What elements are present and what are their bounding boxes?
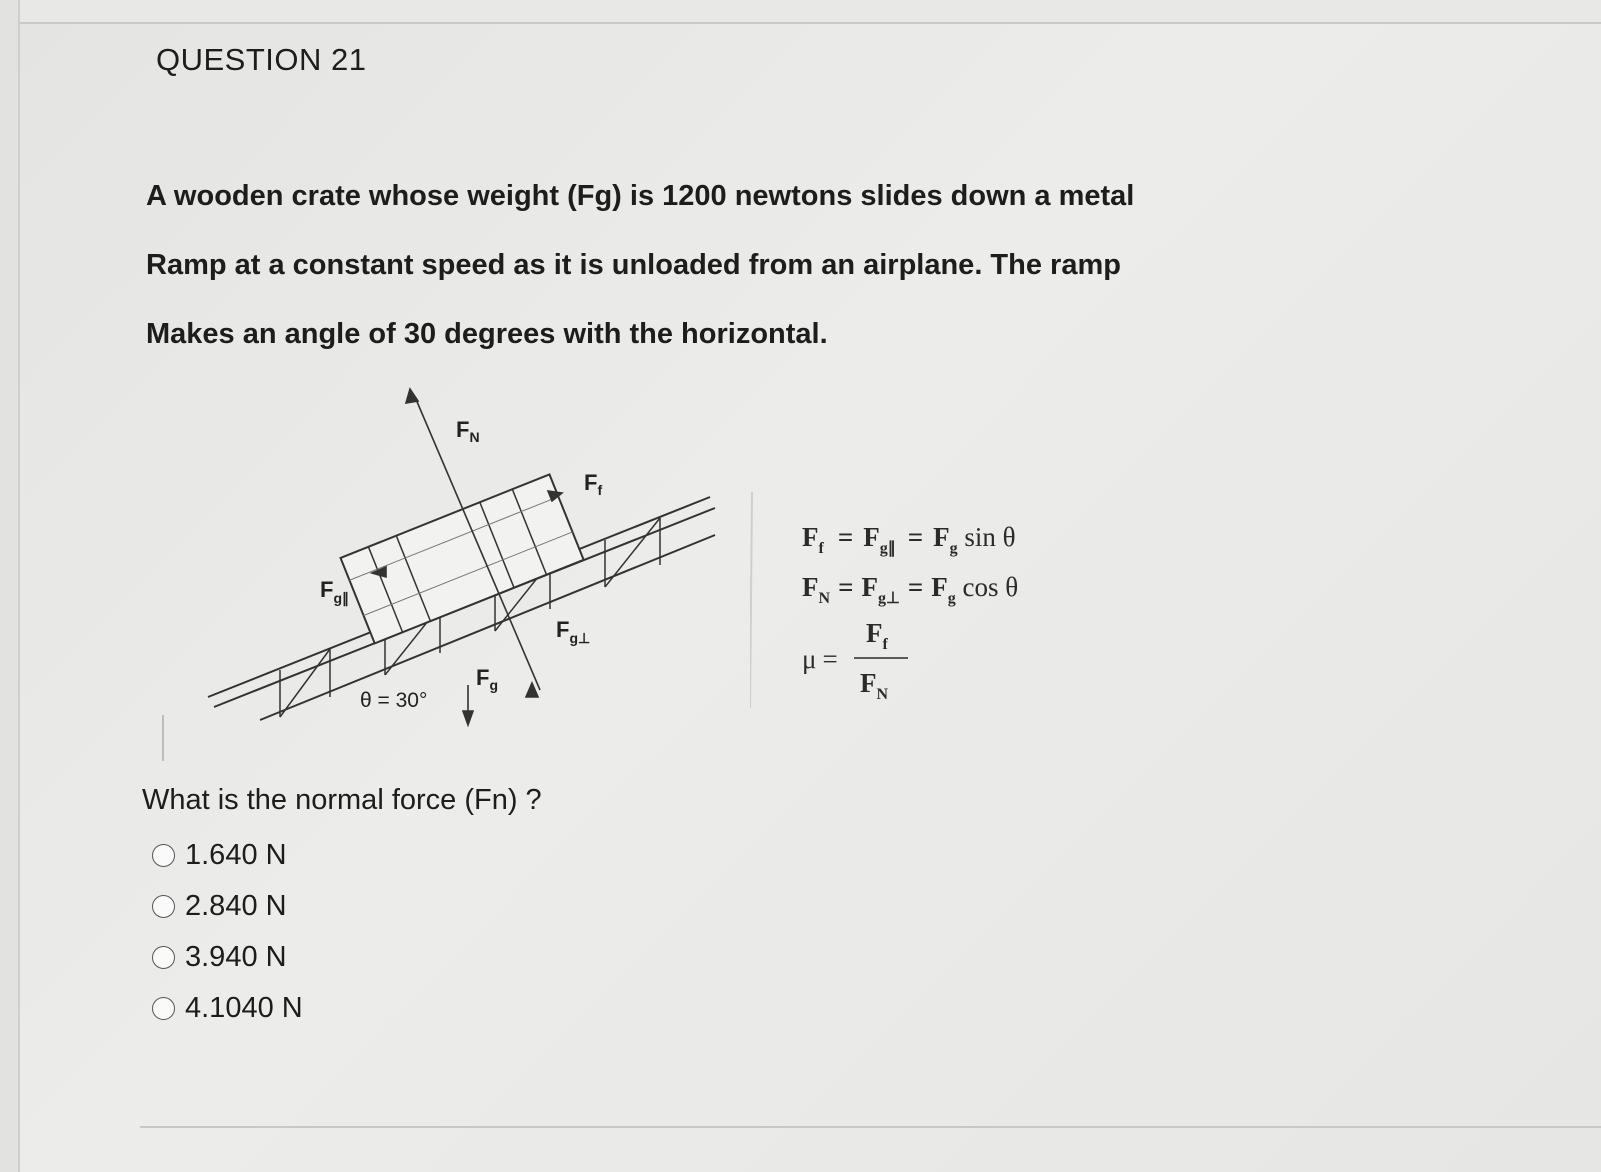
formula-mu-symbol: μ = <box>802 644 838 674</box>
answer-option-3[interactable] <box>152 932 303 983</box>
label-friction-force: $F_f$ <box>584 470 603 498</box>
formula-mu-denominator: $F_N$ <box>860 668 889 703</box>
formula-block <box>750 490 1090 710</box>
question-stem <box>146 162 1266 369</box>
answer-options <box>152 830 303 1034</box>
normal-force-arrowhead <box>406 389 418 403</box>
answer-label: 1.640 N <box>185 839 287 871</box>
ramp-force-diagram <box>200 385 730 735</box>
perpendicular-arrowhead <box>526 683 538 697</box>
bottom-divider <box>140 1126 1601 1128</box>
label-gravity-force: $F_g$ <box>476 665 499 693</box>
label-parallel-force: $F_{g\parallel}$ <box>320 577 350 606</box>
question-prompt: What is the normal force (Fn) ? <box>142 784 542 816</box>
stem-line-1: A wooden crate whose weight (Fg) is 1200 newtons slides down a metal <box>146 180 1135 212</box>
formula-normal: $F_N = F_{g\perp} = F_g$ cos θ <box>802 572 1019 607</box>
formula-mu-numerator: $F_f$ <box>866 618 888 653</box>
stem-line-3: Makes an angle of 30 degrees with the horizontal. <box>146 318 828 350</box>
question-title: QUESTION 21 <box>156 42 367 77</box>
radio-button[interactable] <box>152 895 175 918</box>
formula-friction: $F_f = F_{g\parallel} = F_g$ sin θ <box>802 522 1016 557</box>
answer-option-4[interactable] <box>152 983 303 1034</box>
gravity-arrowhead <box>463 711 473 725</box>
label-normal-force: $F_N$ <box>456 417 480 445</box>
answer-label: 2.840 N <box>185 890 287 922</box>
radio-button[interactable] <box>152 946 175 969</box>
label-angle: θ = 30° <box>360 689 428 712</box>
label-perpendicular-force: $F_{g\perp}$ <box>556 617 591 646</box>
window-left-edge <box>0 0 20 1172</box>
wooden-crate <box>341 474 584 643</box>
page-mark-line <box>162 715 164 761</box>
stem-line-2: Ramp at a constant speed as it is unloaded from an airplane. The ramp <box>146 249 1121 281</box>
answer-option-2[interactable] <box>152 881 303 932</box>
answer-label: 3.940 N <box>185 941 287 973</box>
radio-button[interactable] <box>152 844 175 867</box>
answer-option-1[interactable] <box>152 830 303 881</box>
radio-button[interactable] <box>152 997 175 1020</box>
answer-label: 4.1040 N <box>185 992 303 1024</box>
window-top-edge <box>0 0 1601 24</box>
